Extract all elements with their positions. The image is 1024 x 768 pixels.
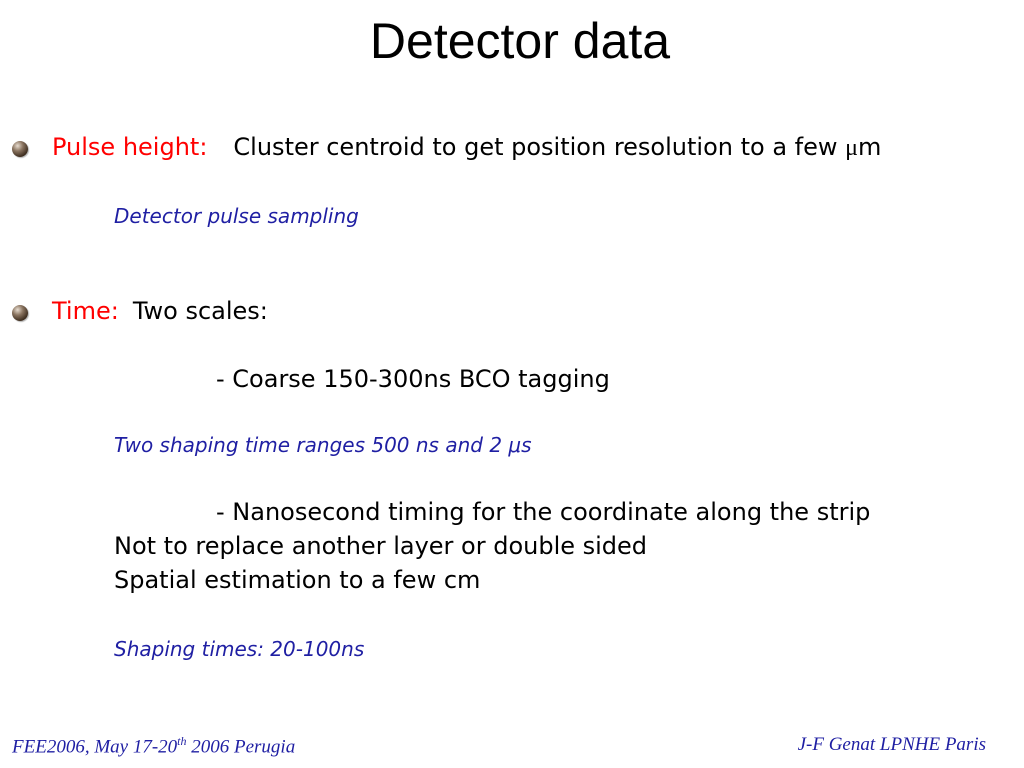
- footer-left-sup: th: [177, 734, 187, 748]
- pulse-height-line: [52, 133, 881, 162]
- pulse-height-label: Pulse height:: [52, 133, 208, 161]
- spatial-line: Spatial estimation to a few cm: [114, 566, 481, 594]
- replace-line: Not to replace another layer or double sided: [114, 532, 648, 560]
- pulse-height-unit: m: [858, 133, 882, 161]
- footer-right: J-F Genat LPNHE Paris: [797, 734, 986, 755]
- footer-left-suffix: 2006 Perugia: [186, 736, 296, 758]
- nanosecond-line: - Nanosecond timing for the coordinate along the strip: [216, 498, 871, 526]
- bullet-icon: [12, 141, 28, 157]
- mu-symbol: μ: [845, 135, 859, 161]
- shaping-ranges-line: Two shaping time ranges 500 ns and 2 μs: [114, 433, 532, 457]
- shaping-times-line: Shaping times: 20-100ns: [114, 637, 365, 661]
- footer-left: [12, 734, 295, 758]
- footer-left-prefix: FEE2006, May 17-20: [12, 736, 178, 758]
- pulse-height-text: Cluster centroid to get position resolution to a few: [233, 133, 846, 161]
- coarse-line: - Coarse 150-300ns BCO tagging: [216, 365, 610, 393]
- slide-title: Detector data: [369, 13, 671, 69]
- time-text: Two scales:: [132, 297, 268, 325]
- time-label: Time:: [52, 297, 119, 325]
- detector-pulse-sampling: Detector pulse sampling: [114, 204, 359, 228]
- bullet-icon: [12, 305, 28, 321]
- time-line: [52, 297, 268, 325]
